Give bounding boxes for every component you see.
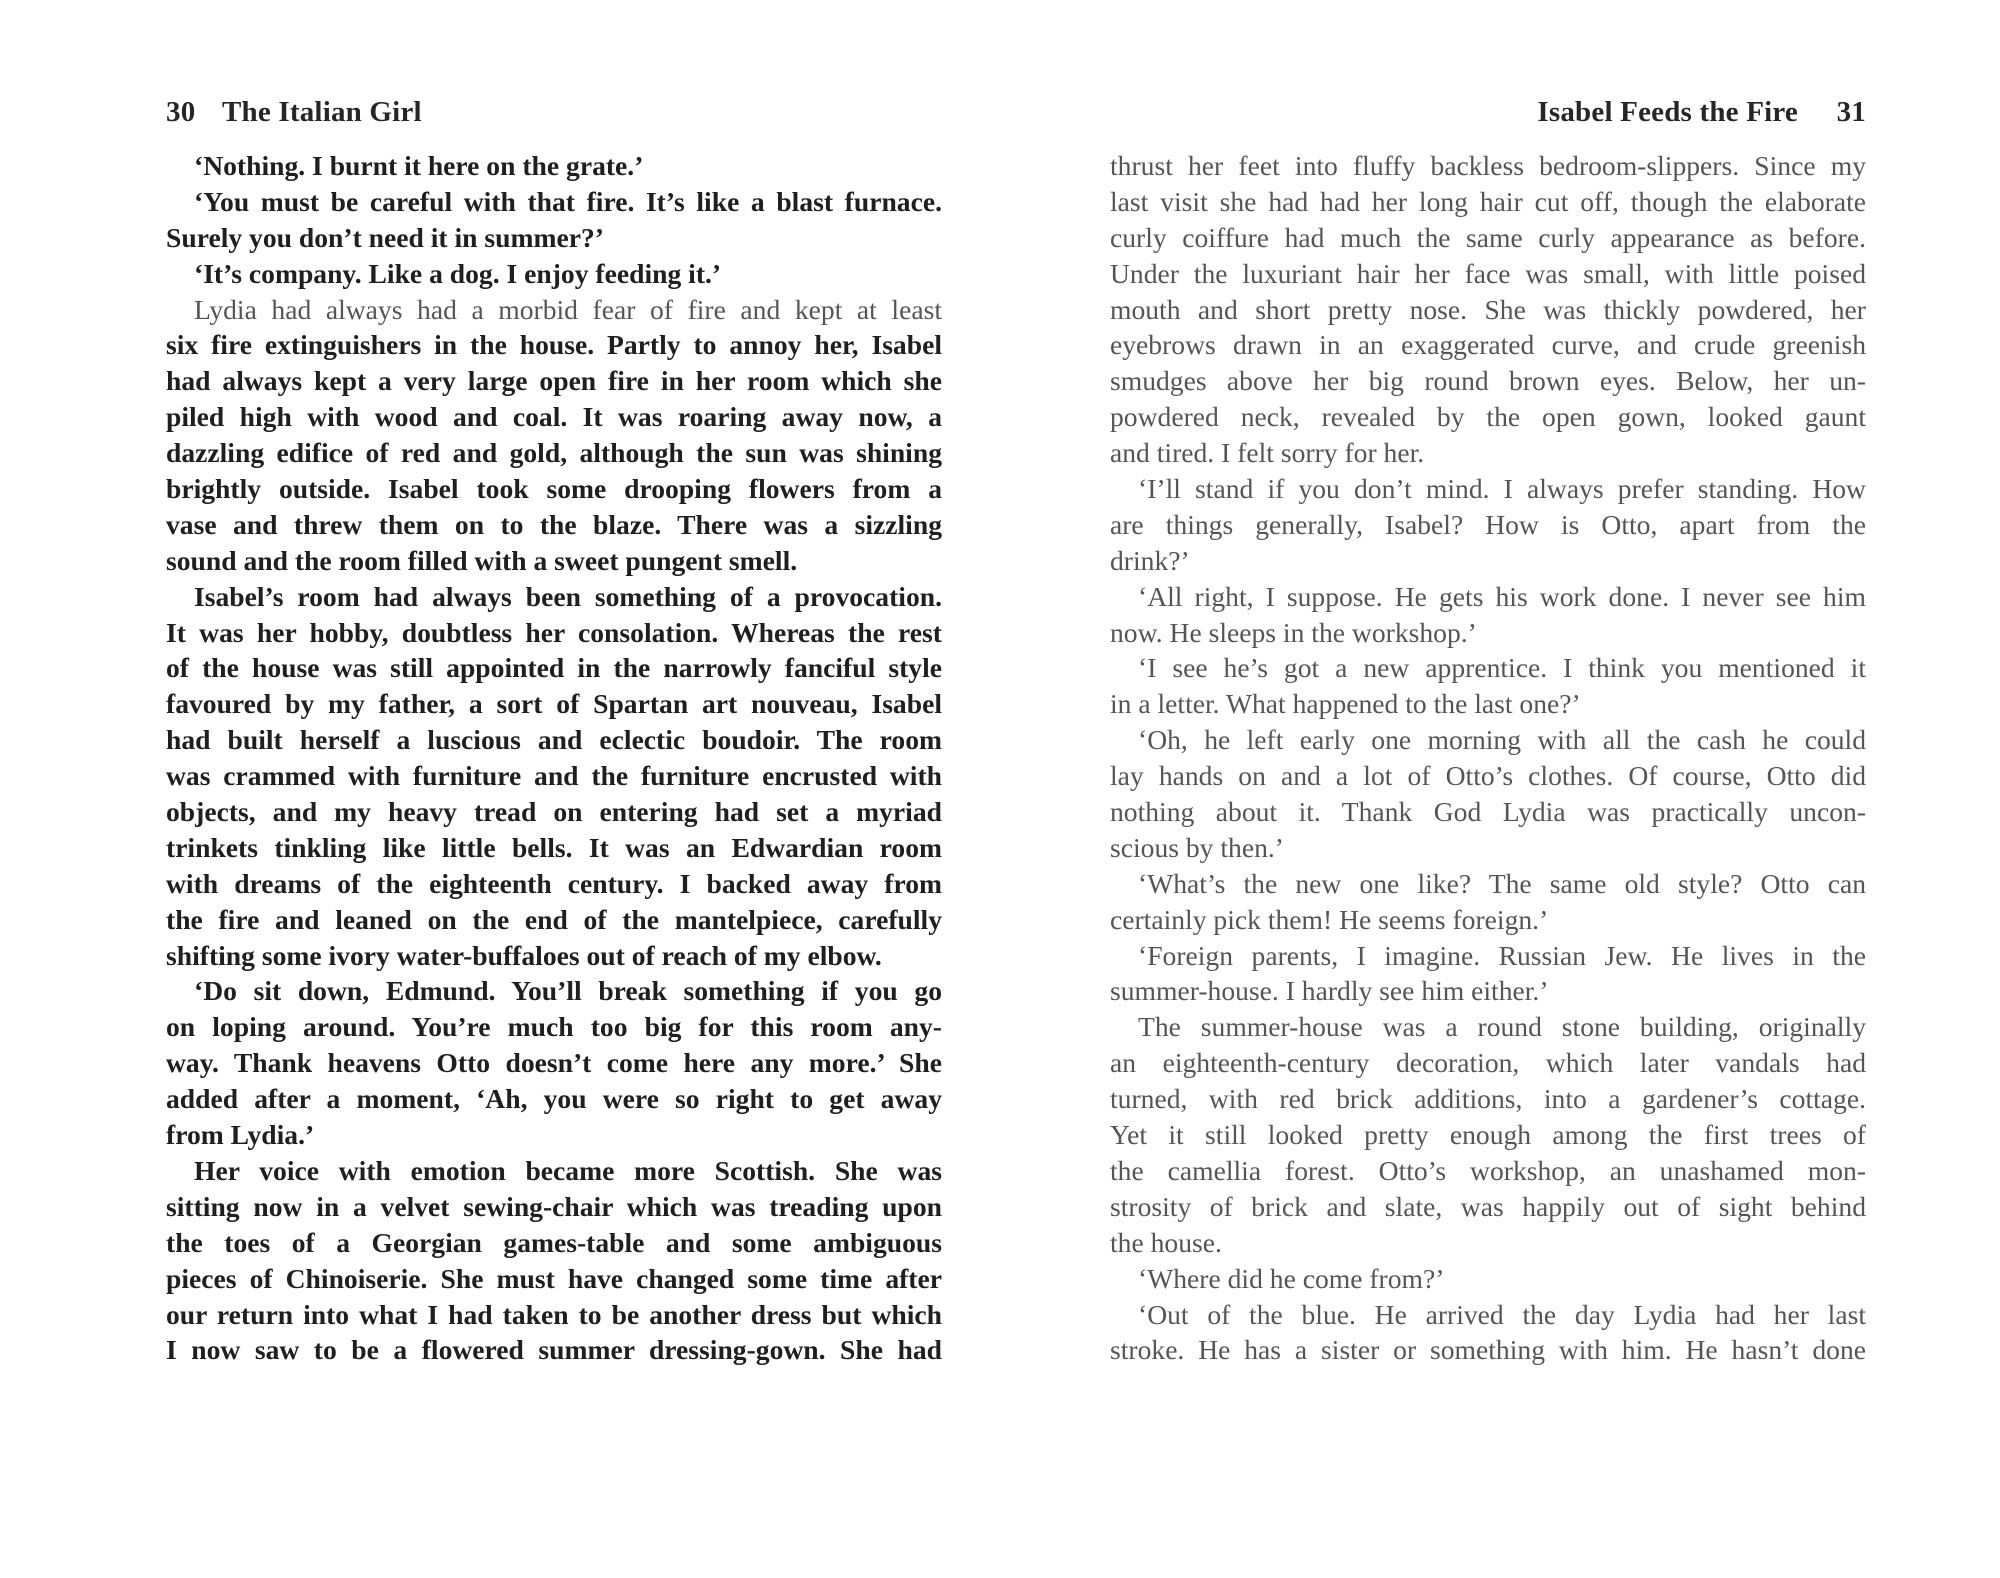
text-line: ‘I’ll stand if you don’t mind. I always prefer standing. How <box>1138 473 1866 505</box>
right-page-text <box>1110 148 1866 1368</box>
text-line: eyebrows drawn in an exaggerated curve, and crude greenish <box>1110 329 1866 361</box>
text-line: Surely you don’t need it in summer?’ <box>166 221 604 253</box>
text-line: objects, and my heavy tread on entering had set a myriad <box>166 796 942 828</box>
text-line: and tired. I felt sorry for her. <box>1110 437 1425 469</box>
text-line: ‘All right, I suppose. He gets his work done. I never see him <box>1138 580 1866 612</box>
text-line: last visit she had had her long hair cut off, though the elaborate <box>1110 185 1866 217</box>
text-line: the camellia forest. Otto’s workshop, an unashamed mon- <box>1110 1154 1866 1186</box>
text-line: the fire and leaned on the end of the mantelpiece, carefully <box>166 903 942 935</box>
text-line: ‘Nothing. I burnt it here on the grate.’ <box>194 150 644 181</box>
text-line: the toes of a Georgian games-table and some ambiguous <box>166 1226 942 1258</box>
text-line: ‘Foreign parents, I imagine. Russian Jew. He lives in the <box>1138 939 1866 971</box>
text-line: ‘Where did he come from?’ <box>1138 1262 1445 1294</box>
text-line: ‘It’s company. Like a dog. I enjoy feeding it.’ <box>194 257 722 289</box>
text-line: favoured by my father, a sort of Spartan art nouveau, Isabel <box>166 688 942 720</box>
text-line: the house. <box>1110 1226 1222 1258</box>
text-line: piled high with wood and coal. It was roaring away now, a <box>166 401 942 433</box>
book-title: The Italian Girl <box>222 96 422 128</box>
text-line: lay hands on and a lot of Otto’s clothes. Of course, Otto did <box>1110 760 1866 792</box>
text-line: pieces of Chinoiserie. She must have changed some time after <box>166 1262 942 1294</box>
page-number-left: 30 <box>166 96 196 128</box>
text-line: six fire extinguishers in the house. Partly to annoy her, Isabel <box>166 329 942 361</box>
text-line: ‘You must be careful with that fire. It’s like a blast furnace. <box>194 185 942 217</box>
page-number-right: 31 <box>1836 96 1866 128</box>
text-line: ‘What’s the new one like? The same old style? Otto can <box>1138 867 1866 899</box>
text-line: nothing about it. Thank God Lydia was practically uncon- <box>1110 796 1866 828</box>
text-line: Isabel’s room had always been something of a provocation. <box>194 580 942 612</box>
text-line: trinkets tinkling like little bells. It was an Edwardian room <box>166 831 942 863</box>
text-line: powdered neck, revealed by the open gown, looked gaunt <box>1110 401 1866 433</box>
text-line: in a letter. What happened to the last one?’ <box>1110 688 1581 720</box>
text-line: with dreams of the eighteenth century. I backed away from <box>166 867 942 899</box>
text-line: brightly outside. Isabel took some drooping flowers from a <box>166 473 942 505</box>
text-line: vase and threw them on to the blaze. There was a sizzling <box>166 508 942 540</box>
text-line: our return into what I had taken to be another dress but which <box>166 1298 942 1330</box>
text-line: The summer-house was a round stone building, originally <box>1138 1011 1866 1043</box>
text-line: thrust her feet into fluffy backless bedroom-slippers. Since my <box>1110 150 1866 181</box>
text-line: on loping around. You’re much too big for this room any- <box>166 1011 942 1043</box>
text-line: stroke. He has a sister or something with him. He hasn’t done <box>1110 1334 1866 1366</box>
text-line: ‘Oh, he left early one morning with all the cash he could <box>1138 724 1866 756</box>
text-line: had always kept a very large open fire in her room which she <box>166 365 942 397</box>
text-line: mouth and short pretty nose. She was thickly powdered, her <box>1110 293 1866 325</box>
left-page-text <box>166 148 942 1368</box>
text-line: strosity of brick and slate, was happily out of sight behind <box>1110 1190 1866 1222</box>
text-line: ‘Out of the blue. He arrived the day Lydia had her last <box>1138 1298 1866 1330</box>
text-line: added after a moment, ‘Ah, you were so right to get away <box>166 1083 942 1115</box>
text-line: It was her hobby, doubtless her consolation. Whereas the rest <box>166 616 942 648</box>
chapter-title: Isabel Feeds the Fire <box>1537 96 1798 128</box>
text-line: sound and the room filled with a sweet pungent smell. <box>166 544 798 576</box>
text-line: way. Thank heavens Otto doesn’t come here any more.’ She <box>166 1047 942 1079</box>
text-line: Her voice with emotion became more Scottish. She was <box>194 1154 942 1186</box>
right-running-head <box>1110 96 1866 136</box>
text-line: are things generally, Isabel? How is Otto, apart from the <box>1110 508 1866 540</box>
text-line: Under the luxuriant hair her face was small, with little poised <box>1110 257 1866 289</box>
text-line: shifting some ivory water-buffaloes out of reach of my elbow. <box>166 939 882 971</box>
text-line: ‘Do sit down, Edmund. You’ll break something if you go <box>194 975 942 1007</box>
left-running-head <box>166 96 942 136</box>
text-line: I now saw to be a flowered summer dressing-gown. She had <box>166 1334 942 1366</box>
text-line: of the house was still appointed in the narrowly fanciful style <box>166 652 942 684</box>
text-line: dazzling edifice of red and gold, although the sun was shining <box>166 437 942 469</box>
text-line: curly coiffure had much the same curly appearance as before. <box>1110 221 1866 253</box>
text-line: turned, with red brick additions, into a gardener’s cottage. <box>1110 1083 1866 1115</box>
text-line: now. He sleeps in the workshop.’ <box>1110 616 1477 648</box>
text-line: certainly pick them! He seems foreign.’ <box>1110 903 1549 935</box>
text-line: an eighteenth-century decoration, which later vandals had <box>1110 1047 1866 1079</box>
text-line: from Lydia.’ <box>166 1119 315 1151</box>
text-line: was crammed with furniture and the furniture encrusted with <box>166 760 942 792</box>
text-line: sitting now in a velvet sewing-chair which was treading upon <box>166 1190 942 1222</box>
text-line: smudges above her big round brown eyes. Below, her un- <box>1110 365 1866 397</box>
text-line: drink?’ <box>1110 544 1190 576</box>
text-line: scious by then.’ <box>1110 831 1284 863</box>
text-line: had built herself a luscious and eclectic boudoir. The room <box>166 724 942 756</box>
text-line: Yet it still looked pretty enough among the first trees of <box>1110 1119 1866 1151</box>
text-line: summer-house. I hardly see him either.’ <box>1110 975 1549 1007</box>
text-line: ‘I see he’s got a new apprentice. I think you mentioned it <box>1138 652 1866 684</box>
text-line: Lydia had always had a morbid fear of fire and kept at least <box>194 293 942 325</box>
